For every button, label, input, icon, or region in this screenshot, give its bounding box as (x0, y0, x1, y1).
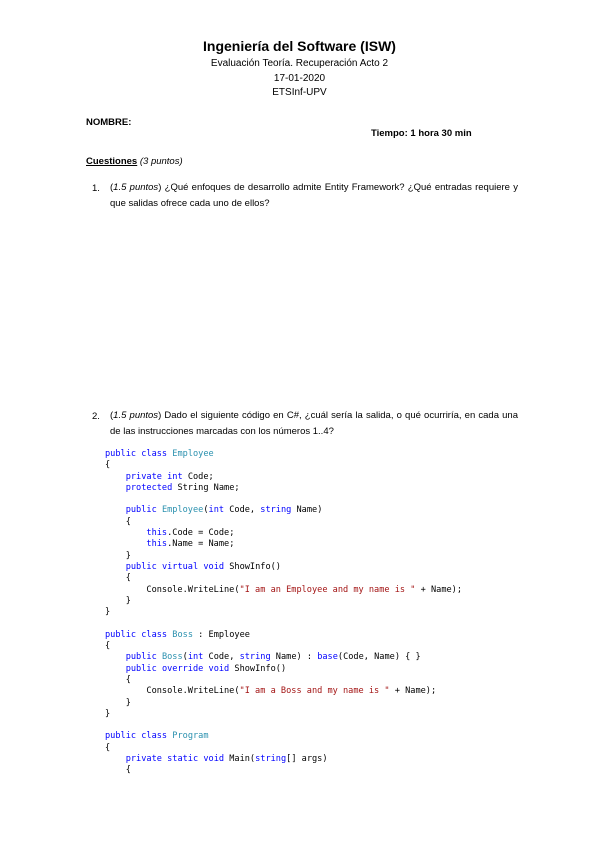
code-line: { (105, 765, 131, 776)
section-title: Cuestiones (86, 156, 138, 167)
question-2-number: 2. (92, 411, 100, 422)
question-2-text: (1.5 puntos) Dado el siguiente código en C#, ¿cuál sería la salida, o qué ocurriría, en cada una de las instrucciones marcadas con los números 1..4? (110, 410, 519, 437)
code-line: public Employee(int Code, string Name) (125, 505, 323, 516)
code-line: { (105, 742, 111, 753)
code-line: public class Program (105, 731, 209, 742)
code-line: { (105, 516, 131, 527)
code-line: public class Employee (105, 449, 214, 459)
question-2-body: Dado el siguiente código en C#, ¿cuál sería la salida, o qué ocurriría, en cada una de las instrucciones marcadas con los números 1..4? (110, 410, 519, 437)
code-line: } (105, 550, 131, 561)
code-line: } (105, 595, 131, 606)
exam-date: 17-01-2020 (273, 73, 326, 84)
school-name: ETSInf-UPV (272, 87, 327, 98)
code-line: this.Name = Name; (146, 539, 235, 550)
time-label: Tiempo: 1 hora 30 min (371, 128, 472, 139)
code-line (105, 494, 462, 505)
code-line (105, 618, 462, 629)
name-label: NOMBRE: (86, 117, 132, 128)
code-line: { (105, 573, 131, 584)
code-line: { (105, 674, 131, 685)
code-line: { (105, 641, 111, 652)
section-heading (86, 156, 183, 167)
code-line: public virtual void ShowInfo() (125, 561, 281, 572)
code-line (105, 720, 462, 731)
question-1-number: 1. (92, 183, 100, 194)
code-line: private static void Main(string[] args) (125, 754, 328, 765)
code-line: public Boss(int Code, string Name) : base(Code, Name) { } (125, 652, 421, 663)
code-line: Console.WriteLine("I am a Boss and my name is " + Name); (105, 686, 437, 697)
question-1-text: (1.5 puntos) ¿Qué enfoques de desarrollo admite Entity Framework? ¿Qué entradas requiere y que salidas ofrece cada uno de ellos? (110, 182, 518, 209)
code-line: } (105, 708, 111, 719)
code-line: { (105, 460, 111, 471)
question-1-body: ¿Qué enfoques de desarrollo admite Entity Framework? ¿Qué entradas requiere y que salidas ofrece cada uno de ellos? (110, 182, 518, 209)
code-line: public class Boss : Employee (105, 629, 250, 640)
document-subtitle: Evaluación Teoría. Recuperación Acto 2 (210, 58, 389, 69)
code-line: } (105, 697, 131, 708)
code-line: this.Code = Code; (146, 528, 235, 539)
code-line: } (105, 607, 111, 618)
question-2-points: 1.5 puntos (113, 410, 159, 421)
code-line: public override void ShowInfo() (125, 663, 287, 674)
section-points: (3 puntos) (139, 156, 183, 167)
question-1-points: 1.5 puntos (113, 182, 159, 193)
code-line: private int Code; (125, 471, 214, 482)
code-line: Console.WriteLine("I am an Employee and my name is " + Name); (105, 584, 463, 595)
code-line: protected String Name; (125, 482, 240, 493)
document-title: Ingeniería del Software (ISW) (203, 38, 396, 54)
code-listing (105, 449, 462, 777)
